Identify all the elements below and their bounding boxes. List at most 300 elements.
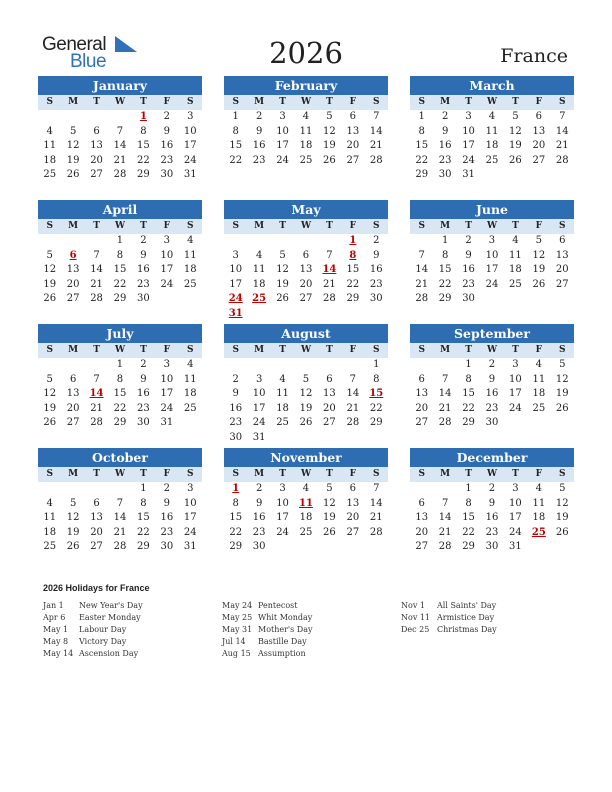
weekday-label: T [512, 97, 519, 107]
weekday-label: T [326, 469, 333, 479]
day-cell: 3 [187, 483, 194, 494]
day-cell: 29 [346, 293, 360, 304]
day-cell: 4 [279, 373, 286, 385]
empty-day-cell [108, 482, 131, 497]
day-cell: 5 [279, 249, 286, 261]
day-cell: 1 [232, 111, 239, 122]
day-cell: 21 [438, 526, 452, 538]
day-cell: 2 [373, 235, 380, 246]
weekday-label: T [140, 221, 147, 231]
day-cell: 14 [90, 264, 103, 275]
day-cell: 17 [183, 512, 197, 523]
empty-day-cell [61, 482, 84, 497]
empty-day-cell [410, 234, 433, 249]
day-cell: 4 [255, 249, 263, 261]
day-cell: 6 [535, 111, 543, 122]
day-cell: 15 [137, 140, 150, 151]
day-cell: 2 [255, 483, 263, 494]
empty-day-cell [224, 234, 247, 249]
day-cell: 15 [415, 140, 429, 151]
day-cell: 10 [183, 125, 197, 137]
holiday-name: Bastille Day [258, 637, 307, 646]
day-cell: 18 [299, 512, 313, 523]
day-cell: 12 [43, 264, 57, 275]
day-cell: 2 [232, 373, 239, 385]
day-cell: 31 [183, 169, 197, 180]
day-cell: 22 [113, 402, 127, 414]
day-cell: 28 [113, 541, 127, 552]
weekday-header-row [410, 467, 574, 482]
day-cell: 27 [415, 541, 429, 552]
holiday-day-cell: 1 [139, 111, 147, 122]
day-cell: 10 [160, 373, 174, 385]
day-cell: 7 [116, 497, 124, 509]
day-grid [410, 482, 574, 555]
day-cell: 28 [346, 417, 360, 428]
day-grid [38, 482, 202, 555]
day-cell: 24 [160, 402, 174, 414]
day-cell: 18 [509, 264, 522, 275]
day-cell: 16 [137, 388, 150, 399]
month-may [224, 200, 388, 321]
holiday-row [43, 648, 143, 660]
day-cell: 23 [137, 278, 150, 290]
weekday-label: T [326, 345, 333, 355]
day-cell: 27 [299, 293, 313, 304]
holiday-name: Victory Day [79, 637, 127, 646]
day-cell: 29 [462, 417, 475, 428]
day-cell: 20 [346, 512, 360, 523]
day-cell: 23 [252, 154, 266, 166]
day-cell: 3 [512, 483, 519, 494]
day-cell: 25 [183, 278, 197, 290]
day-cell: 17 [229, 278, 243, 290]
day-cell: 30 [438, 169, 452, 180]
day-cell: 4 [535, 359, 543, 370]
day-cell: 11 [43, 512, 57, 523]
holiday-name: Easter Monday [79, 613, 141, 622]
day-cell: 9 [140, 373, 147, 385]
day-cell: 27 [415, 417, 429, 428]
day-cell: 1 [116, 359, 124, 370]
month-december [410, 448, 574, 555]
holiday-row [222, 624, 312, 636]
weekday-label: S [373, 345, 380, 355]
weekday-label: M [68, 97, 79, 107]
day-cell: 17 [183, 140, 197, 151]
day-cell: 8 [116, 373, 124, 385]
day-cell: 16 [369, 264, 383, 275]
day-cell: 18 [532, 512, 546, 523]
day-cell: 20 [415, 402, 429, 414]
holiday-day-cell: 8 [349, 249, 357, 261]
weekday-label: M [68, 345, 79, 355]
day-cell: 7 [441, 373, 449, 385]
empty-day-cell [85, 110, 108, 125]
day-cell: 29 [462, 541, 475, 552]
weekday-label: F [349, 469, 357, 479]
day-cell: 1 [465, 359, 472, 370]
day-cell: 7 [559, 111, 566, 122]
holiday-date: Apr 6 [43, 613, 66, 622]
month-header: October [38, 448, 202, 467]
month-header: August [224, 324, 388, 343]
day-cell: 7 [326, 249, 333, 261]
day-cell: 13 [532, 125, 546, 137]
day-cell: 23 [137, 402, 150, 414]
day-cell: 17 [160, 264, 174, 275]
holiday-row [401, 600, 497, 612]
day-grid [38, 234, 202, 307]
day-cell: 10 [252, 388, 266, 399]
day-cell: 30 [160, 541, 174, 552]
day-cell: 8 [418, 125, 425, 137]
day-cell: 26 [509, 154, 522, 166]
day-cell: 18 [276, 402, 289, 414]
day-cell: 16 [252, 512, 266, 523]
weekday-label: M [68, 469, 79, 479]
day-cell: 7 [349, 373, 357, 385]
empty-day-cell [247, 358, 270, 373]
day-cell: 29 [438, 293, 452, 304]
day-cell: 2 [140, 235, 147, 246]
day-cell: 29 [137, 541, 150, 552]
day-cell: 10 [276, 125, 289, 137]
day-cell: 28 [90, 417, 103, 428]
day-cell: 31 [160, 417, 174, 428]
day-cell: 21 [346, 402, 360, 414]
day-cell: 22 [438, 278, 452, 290]
day-cell: 27 [66, 417, 80, 428]
weekday-label: S [46, 469, 53, 479]
day-cell: 6 [349, 483, 357, 494]
day-cell: 21 [113, 154, 127, 166]
day-cell: 11 [43, 140, 57, 151]
day-cell: 19 [299, 402, 313, 414]
weekday-label: S [46, 345, 53, 355]
day-cell: 29 [113, 293, 127, 304]
day-cell: 15 [113, 388, 127, 399]
empty-day-cell [85, 358, 108, 373]
logo-blue-text: Blue [70, 51, 107, 72]
empty-day-cell [318, 234, 341, 249]
day-cell: 5 [69, 125, 77, 137]
weekday-label: T [279, 221, 286, 231]
day-cell: 12 [299, 388, 313, 399]
holiday-day-cell: 25 [252, 293, 267, 304]
day-cell: 21 [369, 512, 383, 523]
month-march [410, 76, 574, 183]
day-cell: 13 [346, 497, 360, 509]
weekday-header-row [38, 95, 202, 110]
day-cell: 5 [535, 235, 543, 246]
day-cell: 26 [555, 526, 569, 538]
day-cell: 23 [369, 278, 383, 290]
weekday-label: S [187, 469, 194, 479]
holiday-day-cell: 14 [89, 388, 104, 399]
month-september [410, 324, 574, 431]
day-cell: 24 [276, 154, 289, 166]
day-cell: 26 [555, 402, 569, 414]
day-cell: 9 [163, 497, 171, 509]
day-cell: 27 [555, 278, 569, 290]
day-cell: 1 [373, 359, 380, 370]
weekday-label: T [465, 97, 472, 107]
day-cell: 16 [160, 512, 174, 523]
holiday-date: Jan 1 [43, 601, 64, 610]
day-cell: 11 [485, 125, 499, 137]
day-grid [38, 110, 202, 183]
holiday-day-cell: 11 [299, 497, 313, 509]
month-header: March [410, 76, 574, 95]
day-cell: 13 [90, 140, 103, 151]
calendar-year: 2026 [269, 36, 343, 70]
weekday-label: F [163, 221, 171, 231]
day-cell: 4 [512, 235, 519, 246]
day-cell: 28 [369, 154, 383, 166]
day-cell: 17 [462, 140, 475, 151]
day-cell: 25 [299, 154, 313, 166]
weekday-label: F [163, 97, 171, 107]
day-cell: 27 [90, 169, 103, 180]
day-cell: 30 [137, 417, 150, 428]
day-cell: 19 [43, 402, 57, 414]
day-cell: 15 [462, 512, 475, 523]
day-cell: 19 [555, 388, 569, 399]
day-cell: 20 [90, 154, 103, 166]
weekday-label: S [232, 469, 239, 479]
weekday-label: M [440, 97, 451, 107]
day-grid [224, 358, 388, 445]
day-cell: 12 [509, 125, 522, 137]
weekday-label: S [187, 221, 194, 231]
weekday-label: F [349, 221, 357, 231]
day-cell: 6 [69, 373, 77, 385]
day-cell: 14 [369, 125, 383, 137]
day-cell: 13 [66, 388, 80, 399]
weekday-label: S [418, 97, 425, 107]
day-cell: 12 [555, 497, 569, 509]
day-cell: 7 [441, 497, 449, 509]
weekday-label: W [486, 221, 498, 231]
day-cell: 26 [43, 417, 57, 428]
day-cell: 2 [255, 111, 263, 122]
weekday-label: S [187, 97, 194, 107]
day-cell: 9 [255, 125, 263, 137]
day-cell: 13 [555, 249, 569, 261]
weekday-label: F [535, 97, 543, 107]
empty-day-cell [433, 482, 456, 497]
day-cell: 4 [46, 125, 53, 137]
holiday-date: May 1 [43, 625, 69, 634]
holiday-date: Jul 14 [222, 637, 246, 646]
weekday-label: S [418, 469, 425, 479]
month-july [38, 324, 202, 431]
month-header: November [224, 448, 388, 467]
day-cell: 3 [279, 483, 286, 494]
day-cell: 23 [462, 278, 475, 290]
day-cell: 25 [509, 278, 522, 290]
day-cell: 28 [555, 154, 569, 166]
day-cell: 6 [326, 373, 333, 385]
holiday-day-cell: 24 [228, 293, 243, 304]
day-cell: 30 [160, 169, 174, 180]
day-cell: 11 [183, 373, 197, 385]
holiday-column [401, 600, 497, 636]
day-cell: 5 [559, 359, 566, 370]
day-cell: 21 [113, 526, 127, 538]
day-cell: 30 [369, 293, 383, 304]
day-cell: 17 [276, 140, 289, 151]
weekday-label: T [279, 469, 286, 479]
day-cell: 22 [346, 278, 360, 290]
holiday-name: New Year's Day [79, 601, 143, 610]
weekday-label: T [93, 345, 100, 355]
day-cell: 9 [465, 249, 472, 261]
weekday-header-row [410, 343, 574, 358]
day-cell: 10 [183, 497, 197, 509]
empty-day-cell [61, 358, 84, 373]
empty-day-cell [410, 358, 433, 373]
day-cell: 1 [116, 235, 124, 246]
day-cell: 14 [438, 388, 452, 399]
day-cell: 7 [93, 249, 100, 261]
weekday-label: S [232, 221, 239, 231]
weekday-label: W [486, 345, 498, 355]
day-cell: 30 [462, 293, 475, 304]
day-cell: 9 [488, 497, 496, 509]
day-cell: 13 [299, 264, 313, 275]
empty-day-cell [108, 110, 131, 125]
day-cell: 27 [323, 417, 336, 428]
day-cell: 22 [113, 278, 127, 290]
day-cell: 12 [555, 373, 569, 385]
weekday-label: S [232, 97, 239, 107]
day-cell: 6 [302, 249, 310, 261]
day-cell: 6 [93, 125, 100, 137]
month-october [38, 448, 202, 555]
empty-day-cell [271, 358, 294, 373]
day-cell: 23 [485, 402, 499, 414]
day-cell: 10 [462, 125, 475, 137]
holiday-name: Labour Day [79, 625, 127, 634]
weekday-label: S [418, 221, 425, 231]
weekday-label: W [300, 345, 312, 355]
day-cell: 8 [441, 249, 449, 261]
day-cell: 16 [485, 388, 499, 399]
empty-day-cell [224, 358, 247, 373]
weekday-label: W [114, 469, 126, 479]
day-grid [38, 358, 202, 431]
day-cell: 28 [113, 169, 127, 180]
weekday-header-row [38, 219, 202, 234]
day-cell: 19 [532, 264, 546, 275]
empty-day-cell [38, 358, 61, 373]
day-cell: 14 [113, 512, 127, 523]
day-cell: 20 [323, 402, 336, 414]
day-cell: 21 [90, 278, 103, 290]
day-cell: 31 [183, 541, 197, 552]
day-cell: 20 [299, 278, 313, 290]
holiday-date: Nov 11 [401, 613, 431, 622]
day-cell: 24 [160, 278, 174, 290]
day-cell: 23 [438, 154, 452, 166]
day-cell: 6 [418, 373, 425, 385]
day-cell: 19 [323, 512, 336, 523]
day-cell: 26 [66, 169, 80, 180]
day-cell: 30 [485, 417, 499, 428]
day-cell: 14 [438, 512, 452, 523]
day-cell: 12 [66, 140, 80, 151]
day-cell: 13 [346, 125, 360, 137]
day-cell: 22 [369, 402, 383, 414]
day-cell: 10 [485, 249, 499, 261]
holiday-column [43, 600, 143, 660]
day-cell: 26 [323, 526, 336, 538]
empty-day-cell [61, 110, 84, 125]
day-cell: 28 [415, 293, 429, 304]
weekday-label: M [440, 469, 451, 479]
day-cell: 20 [90, 526, 103, 538]
day-cell: 2 [163, 111, 171, 122]
day-cell: 10 [160, 249, 174, 261]
day-cell: 9 [255, 497, 263, 509]
day-cell: 8 [116, 249, 124, 261]
weekday-label: S [559, 97, 566, 107]
day-cell: 28 [323, 293, 336, 304]
day-cell: 25 [276, 417, 289, 428]
empty-day-cell [38, 482, 61, 497]
day-cell: 7 [93, 373, 100, 385]
weekday-header-row [224, 219, 388, 234]
day-cell: 2 [465, 235, 472, 246]
day-cell: 21 [438, 402, 452, 414]
day-cell: 24 [183, 526, 197, 538]
day-cell: 26 [299, 417, 313, 428]
weekday-label: T [140, 97, 147, 107]
day-cell: 27 [90, 541, 103, 552]
day-cell: 12 [276, 264, 289, 275]
day-cell: 3 [187, 111, 194, 122]
day-cell: 5 [69, 497, 77, 509]
day-cell: 27 [346, 526, 360, 538]
holiday-date: May 25 [222, 613, 253, 622]
day-cell: 3 [163, 359, 171, 370]
day-cell: 26 [323, 154, 336, 166]
weekday-label: T [279, 97, 286, 107]
weekday-label: T [326, 97, 333, 107]
holiday-name: All Saints' Day [437, 601, 497, 610]
weekday-label: W [300, 221, 312, 231]
day-cell: 18 [183, 388, 197, 399]
day-cell: 18 [532, 388, 546, 399]
day-cell: 11 [183, 249, 197, 261]
day-cell: 16 [485, 512, 499, 523]
month-header: May [224, 200, 388, 219]
day-cell: 4 [302, 111, 310, 122]
month-header: April [38, 200, 202, 219]
month-header: January [38, 76, 202, 95]
day-cell: 23 [229, 417, 243, 428]
holiday-day-cell: 1 [349, 235, 357, 246]
day-cell: 9 [163, 125, 171, 137]
day-cell: 10 [276, 497, 289, 509]
weekday-label: W [300, 469, 312, 479]
weekday-label: S [373, 221, 380, 231]
weekday-label: M [440, 345, 451, 355]
holiday-row [222, 636, 312, 648]
weekday-label: M [254, 221, 265, 231]
